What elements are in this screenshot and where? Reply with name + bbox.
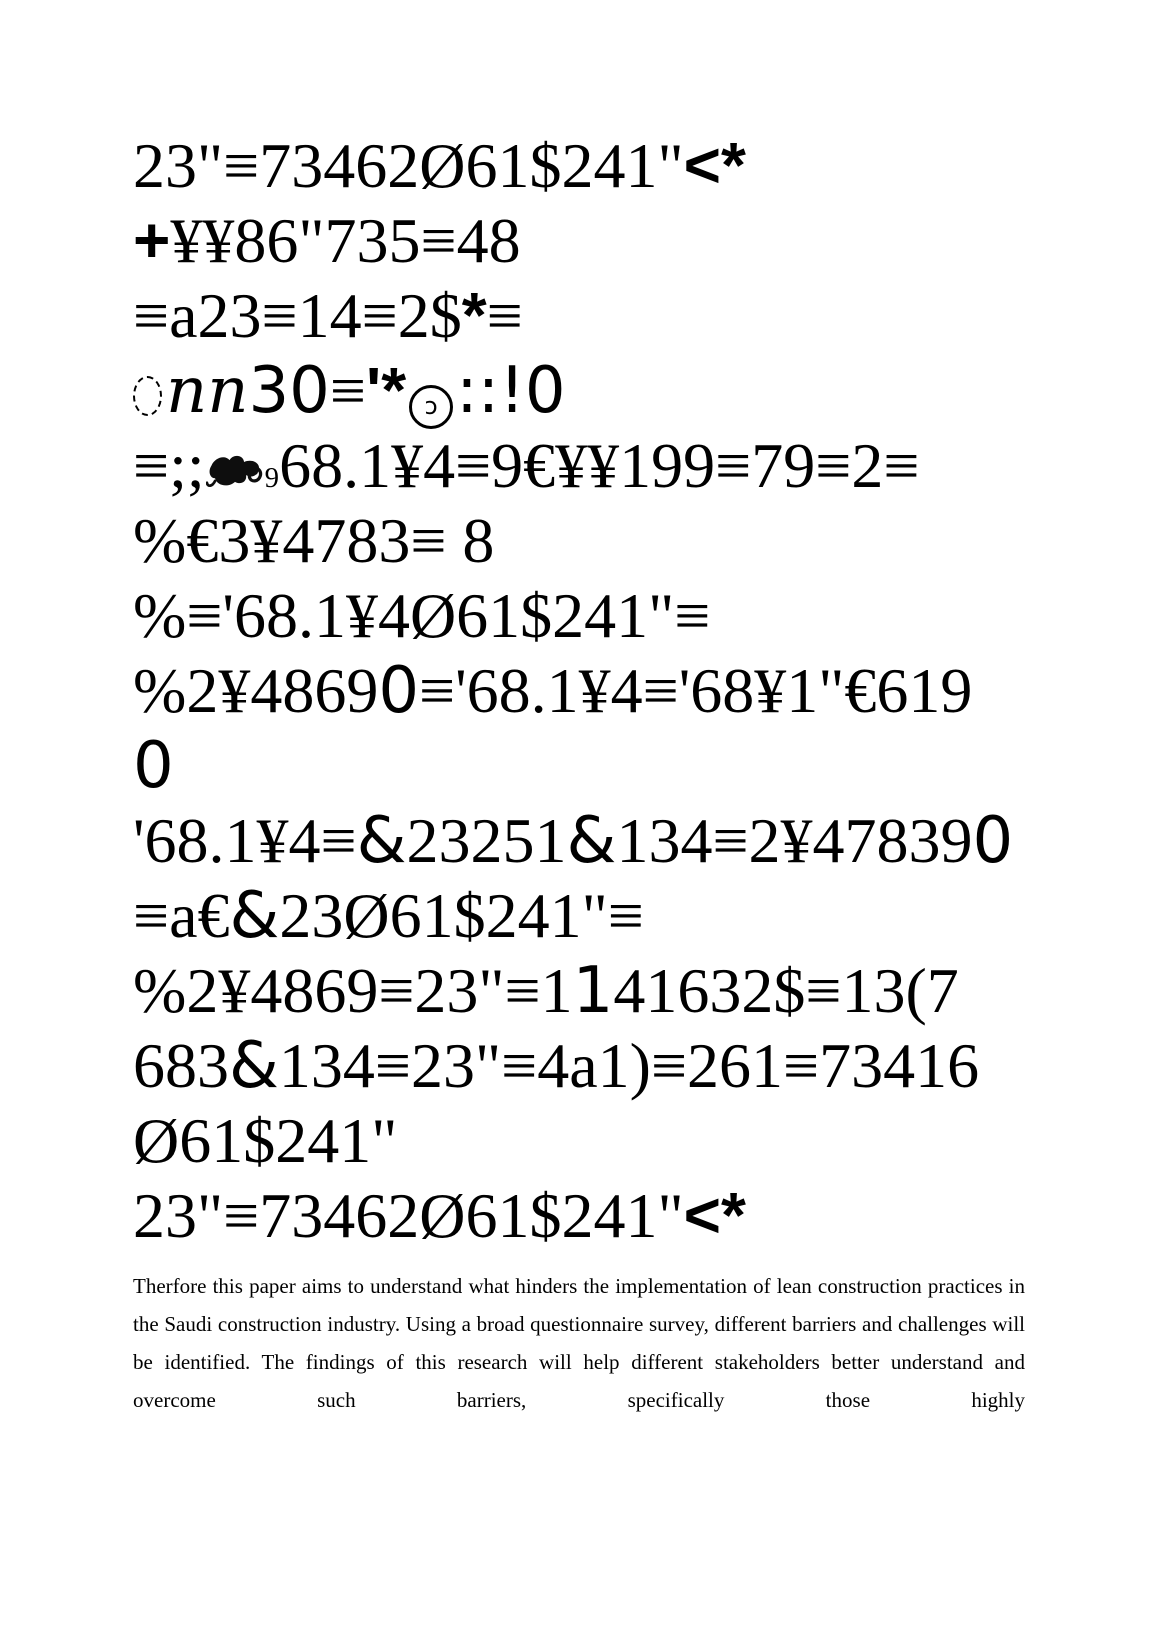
garbled-line <box>133 728 1158 803</box>
garbled-line <box>133 203 1158 278</box>
garbled-line <box>133 428 1158 503</box>
garbled-text-segment: 9 <box>264 462 280 494</box>
garbled-text-segment: ≡a23≡14≡2$ <box>133 280 462 351</box>
garbled-text-segment: * <box>461 279 487 351</box>
garbled-text-segment: 134≡2¥47839 <box>616 805 973 876</box>
garbled-text-segment: 68.1¥4≡9€¥¥199≡79≡2≡ <box>279 430 920 501</box>
garbled-text-segment: + <box>133 204 171 276</box>
garbled-text-segment: ≡ <box>486 280 523 351</box>
garbled-text-segment: & <box>229 879 280 953</box>
garbled-text-segment: nn <box>166 354 249 428</box>
garbled-text-segment: 0 <box>972 804 1014 878</box>
garbled-text-segment: %2¥4869 <box>133 655 379 726</box>
garbled-text-segment: 23"≡73462Ø61$241" <box>133 1180 684 1251</box>
garbled-text-segment: ≡'68.1¥4≡'68¥1"€619 <box>419 655 973 726</box>
garbled-text-segment: & <box>356 804 407 878</box>
floral-ornament-icon <box>206 428 264 503</box>
garbled-line <box>133 653 1158 728</box>
garbled-line <box>133 353 1158 428</box>
garbled-text-block <box>133 128 1158 1253</box>
garbled-line <box>133 278 1158 353</box>
garbled-text-segment: 0 <box>378 654 420 728</box>
garbled-text-segment: %≡'68.1¥4Ø61$241"≡ <box>133 580 711 651</box>
garbled-text-segment: ≡a€ <box>133 880 230 951</box>
garbled-text-segment: %2¥4869≡23"≡1 <box>133 955 573 1026</box>
garbled-text-segment: %€3¥4783≡ 8 <box>133 505 495 576</box>
garbled-line <box>133 1103 1158 1178</box>
garbled-text-segment: ¥¥86"735≡48 <box>170 205 521 276</box>
garbled-text-segment: & <box>566 804 617 878</box>
abstract-paragraph: Therfore this paper aims to understand what hinders the implementation of lean construction practices in the Saudi construction industry. Using a broad questionnaire survey, different barriers and challenges will be identified. The findings of this research will help different stakeholders better understand and overcome such barriers, specifically those highly <box>133 1274 1025 1412</box>
garbled-text-segment: 1 <box>572 954 614 1028</box>
garbled-text-segment: 23251 <box>406 805 567 876</box>
garbled-text-segment: <* <box>683 129 746 201</box>
garbled-text-segment: Ø61$241" <box>133 1105 398 1176</box>
garbled-line <box>133 128 1158 203</box>
garbled-text-segment: 23Ø61$241"≡ <box>279 880 644 951</box>
garbled-text-segment: ::!0 <box>456 354 566 428</box>
garbled-line <box>133 1028 1158 1103</box>
garbled-text-segment: & <box>229 1029 279 1103</box>
dotted-circle-icon <box>133 376 162 416</box>
garbled-line <box>133 878 1158 953</box>
garbled-line <box>133 803 1158 878</box>
circled-open-o-icon: ɔ <box>409 385 453 429</box>
garbled-text-segment: <* <box>683 1179 746 1251</box>
garbled-text-segment: ≡;; <box>133 430 205 501</box>
garbled-text-segment: 30 <box>248 354 330 428</box>
garbled-text-segment: 134≡23"≡4a1)≡261≡73416 <box>278 1030 980 1101</box>
garbled-text-segment: 683 <box>133 1030 229 1101</box>
garbled-text-segment: 41632$≡13(7 <box>613 955 959 1026</box>
garbled-text-segment: '* <box>365 354 407 426</box>
garbled-text-segment: 0 <box>133 729 174 803</box>
garbled-text-segment: '68.1¥4≡ <box>133 805 357 876</box>
garbled-text-segment: ≡ <box>329 355 366 426</box>
garbled-line <box>133 503 1158 578</box>
garbled-line <box>133 578 1158 653</box>
garbled-text-segment: 23"≡73462Ø61$241" <box>133 130 684 201</box>
garbled-line <box>133 1178 1158 1253</box>
garbled-line <box>133 953 1158 1028</box>
